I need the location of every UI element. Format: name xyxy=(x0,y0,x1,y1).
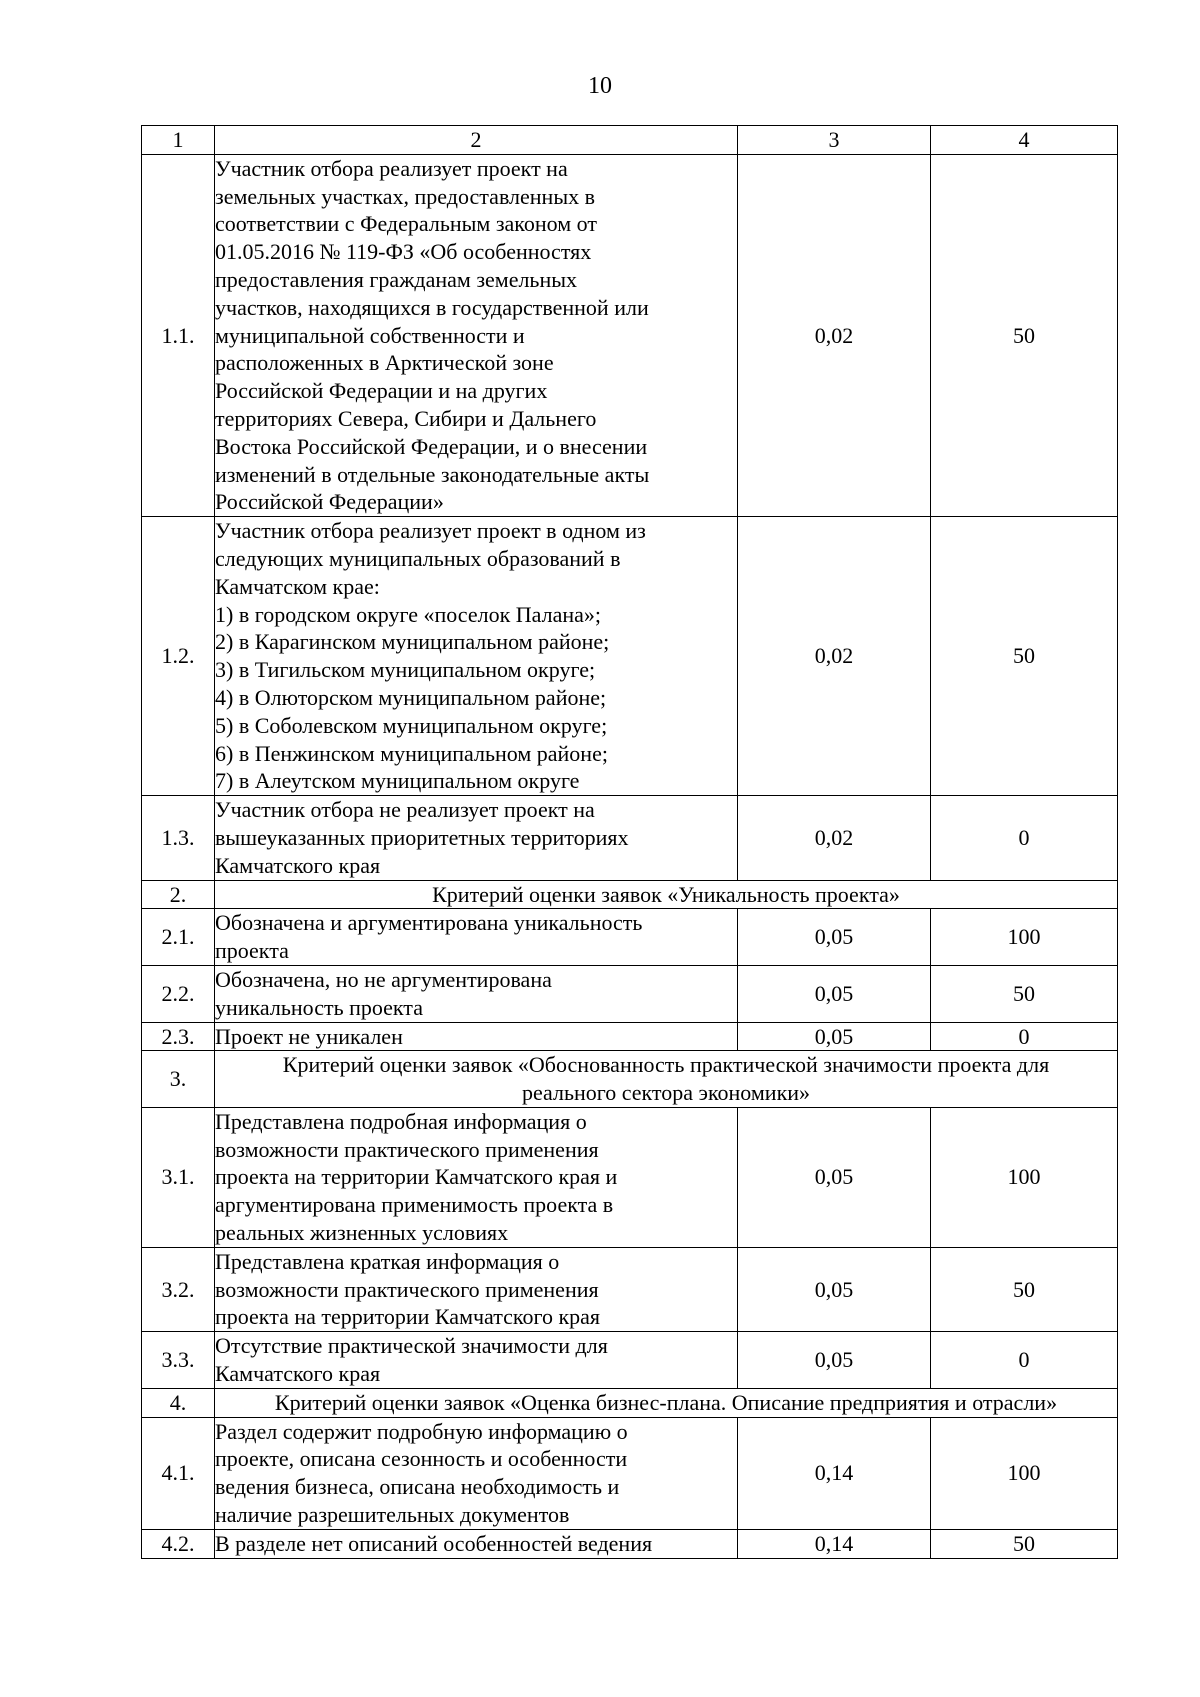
weight-cell: 0,02 xyxy=(738,154,931,516)
row-number: 1.1. xyxy=(142,154,215,516)
row-number: 3.3. xyxy=(142,1332,215,1389)
criterion-row xyxy=(142,154,1118,516)
row-number: 2. xyxy=(142,880,215,909)
page-number: 10 xyxy=(588,73,612,99)
score-cell: 0 xyxy=(931,796,1118,880)
text-line: 6) в Пенжинском муниципальном районе; xyxy=(215,740,608,766)
text-line: уникальность проекта xyxy=(215,994,423,1020)
text-line: следующих муниципальных образований в xyxy=(215,545,621,571)
criterion-description xyxy=(215,965,738,1022)
weight-cell: 0,14 xyxy=(738,1529,931,1558)
criterion-row xyxy=(142,1332,1118,1389)
text-line: 5) в Соболевском муниципальном округе; xyxy=(215,712,608,738)
score-cell: 50 xyxy=(931,965,1118,1022)
text-line: проекта на территории Камчатского края и xyxy=(215,1164,618,1190)
text-line: ведения бизнеса, описана необходимость и xyxy=(215,1474,620,1500)
row-number: 1.2. xyxy=(142,517,215,796)
text-line: Востока Российской Федерации, и о внесении xyxy=(215,433,648,459)
criterion-description xyxy=(215,154,738,516)
criterion-row xyxy=(142,1107,1118,1247)
text-line: В разделе нет описаний особенностей ведения xyxy=(215,1530,653,1556)
text-line: проекта на территории Камчатского края xyxy=(215,1304,601,1330)
text-line: Камчатском крае: xyxy=(215,573,380,599)
section-title xyxy=(215,1388,1118,1417)
score-cell: 50 xyxy=(931,154,1118,516)
row-number: 3.2. xyxy=(142,1247,215,1331)
text-line: Камчатского края xyxy=(215,852,381,878)
text-line: Российской Федерации и на других xyxy=(215,378,548,404)
criterion-row xyxy=(142,517,1118,796)
criterion-description xyxy=(215,1022,738,1051)
criterion-row xyxy=(142,1529,1118,1558)
text-line: 7) в Алеутском муниципальном округе xyxy=(215,768,580,794)
criterion-row xyxy=(142,1417,1118,1529)
text-line: аргументирована применимость проекта в xyxy=(215,1192,614,1218)
criterion-description xyxy=(215,1247,738,1331)
text-line: Проект не уникален xyxy=(215,1023,403,1049)
score-cell: 100 xyxy=(931,909,1118,966)
score-cell: 50 xyxy=(931,517,1118,796)
criteria-table xyxy=(141,125,1118,1559)
text-line: расположенных в Арктической зоне xyxy=(215,350,554,376)
score-cell: 100 xyxy=(931,1417,1118,1529)
text-line: Критерий оценки заявок «Уникальность проекта» xyxy=(432,881,900,907)
row-number: 4. xyxy=(142,1388,215,1417)
text-line: 1) в городском округе «поселок Палана»; xyxy=(215,601,602,627)
text-line: Критерий оценки заявок «Оценка бизнес-плана. Описание предприятия и отрасли» xyxy=(274,1389,1058,1415)
text-line: реального сектора экономики» xyxy=(521,1080,811,1106)
text-line: 2) в Карагинском муниципальном районе; xyxy=(215,629,610,655)
text-line: изменений в отдельные законодательные акты xyxy=(215,461,650,487)
section-row xyxy=(142,1051,1118,1108)
text-line: Раздел содержит подробную информацию о xyxy=(215,1418,628,1444)
weight-cell: 0,05 xyxy=(738,965,931,1022)
weight-cell: 0,05 xyxy=(738,1107,931,1247)
text-line: Участник отбора реализует проект на xyxy=(215,155,568,181)
score-cell: 100 xyxy=(931,1107,1118,1247)
text-line: предоставления гражданам земельных xyxy=(215,266,578,292)
row-number: 2.3. xyxy=(142,1022,215,1051)
text-line: Представлена краткая информация о xyxy=(215,1248,560,1274)
section-row xyxy=(142,880,1118,909)
text-line: муниципальной собственности и xyxy=(215,322,525,348)
weight-cell: 0,05 xyxy=(738,909,931,966)
weight-cell: 0,05 xyxy=(738,1022,931,1051)
text-line: возможности практического применения xyxy=(215,1136,599,1162)
text-line: проекта xyxy=(215,938,289,964)
criterion-row xyxy=(142,1247,1118,1331)
text-line: 4) в Олюторском муниципальном районе; xyxy=(215,684,607,710)
section-title xyxy=(215,880,1118,909)
criterion-description xyxy=(215,909,738,966)
section-title xyxy=(215,1051,1118,1108)
criterion-description xyxy=(215,796,738,880)
score-cell: 0 xyxy=(931,1332,1118,1389)
weight-cell: 0,05 xyxy=(738,1332,931,1389)
score-cell: 50 xyxy=(931,1247,1118,1331)
row-number: 2.2. xyxy=(142,965,215,1022)
score-cell: 50 xyxy=(931,1529,1118,1558)
header-col-3: 3 xyxy=(738,126,931,155)
row-number: 3.1. xyxy=(142,1107,215,1247)
criterion-row xyxy=(142,796,1118,880)
text-line: возможности практического применения xyxy=(215,1276,599,1302)
text-line: Участник отбора реализует проект в одном из xyxy=(215,518,646,544)
row-number: 2.1. xyxy=(142,909,215,966)
weight-cell: 0,05 xyxy=(738,1247,931,1331)
text-line: земельных участках, предоставленных в xyxy=(215,183,595,209)
section-row xyxy=(142,1388,1118,1417)
header-col-1: 1 xyxy=(142,126,215,155)
text-line: наличие разрешительных документов xyxy=(215,1502,570,1528)
score-cell: 0 xyxy=(931,1022,1118,1051)
text-line: 01.05.2016 № 119-ФЗ «Об особенностях xyxy=(215,239,592,265)
weight-cell: 0,02 xyxy=(738,796,931,880)
text-line: вышеуказанных приоритетных территориях xyxy=(215,824,629,850)
row-number: 4.1. xyxy=(142,1417,215,1529)
criterion-row xyxy=(142,909,1118,966)
header-col-4: 4 xyxy=(931,126,1118,155)
header-row xyxy=(142,126,1118,155)
text-line: 3) в Тигильском муниципальном округе; xyxy=(215,657,596,683)
text-line: проекте, описана сезонность и особенности xyxy=(215,1446,628,1472)
text-line: Участник отбора не реализует проект на xyxy=(215,797,595,823)
criterion-description xyxy=(215,1107,738,1247)
header-col-2: 2 xyxy=(215,126,738,155)
text-line: Камчатского края xyxy=(215,1361,381,1387)
text-line: соответствии с Федеральным законом от xyxy=(215,211,597,237)
criterion-description xyxy=(215,1332,738,1389)
weight-cell: 0,02 xyxy=(738,517,931,796)
text-line: Российской Федерации» xyxy=(215,489,444,515)
row-number: 1.3. xyxy=(142,796,215,880)
weight-cell: 0,14 xyxy=(738,1417,931,1529)
text-line: реальных жизненных условиях xyxy=(215,1220,509,1246)
row-number: 4.2. xyxy=(142,1529,215,1558)
text-line: участков, находящихся в государственной или xyxy=(215,294,649,320)
text-line: территориях Севера, Сибири и Дальнего xyxy=(215,405,597,431)
criterion-description xyxy=(215,1529,738,1558)
criterion-row xyxy=(142,965,1118,1022)
criterion-description xyxy=(215,517,738,796)
text-line: Отсутствие практической значимости для xyxy=(215,1333,608,1359)
text-line: Представлена подробная информация о xyxy=(215,1108,587,1134)
row-number: 3. xyxy=(142,1051,215,1108)
text-line: Критерий оценки заявок «Обоснованность практической значимости проекта для xyxy=(282,1052,1050,1078)
criterion-description xyxy=(215,1417,738,1529)
text-line: Обозначена, но не аргументирована xyxy=(215,966,552,992)
text-line: Обозначена и аргументирована уникальность xyxy=(215,910,643,936)
criterion-row xyxy=(142,1022,1118,1051)
